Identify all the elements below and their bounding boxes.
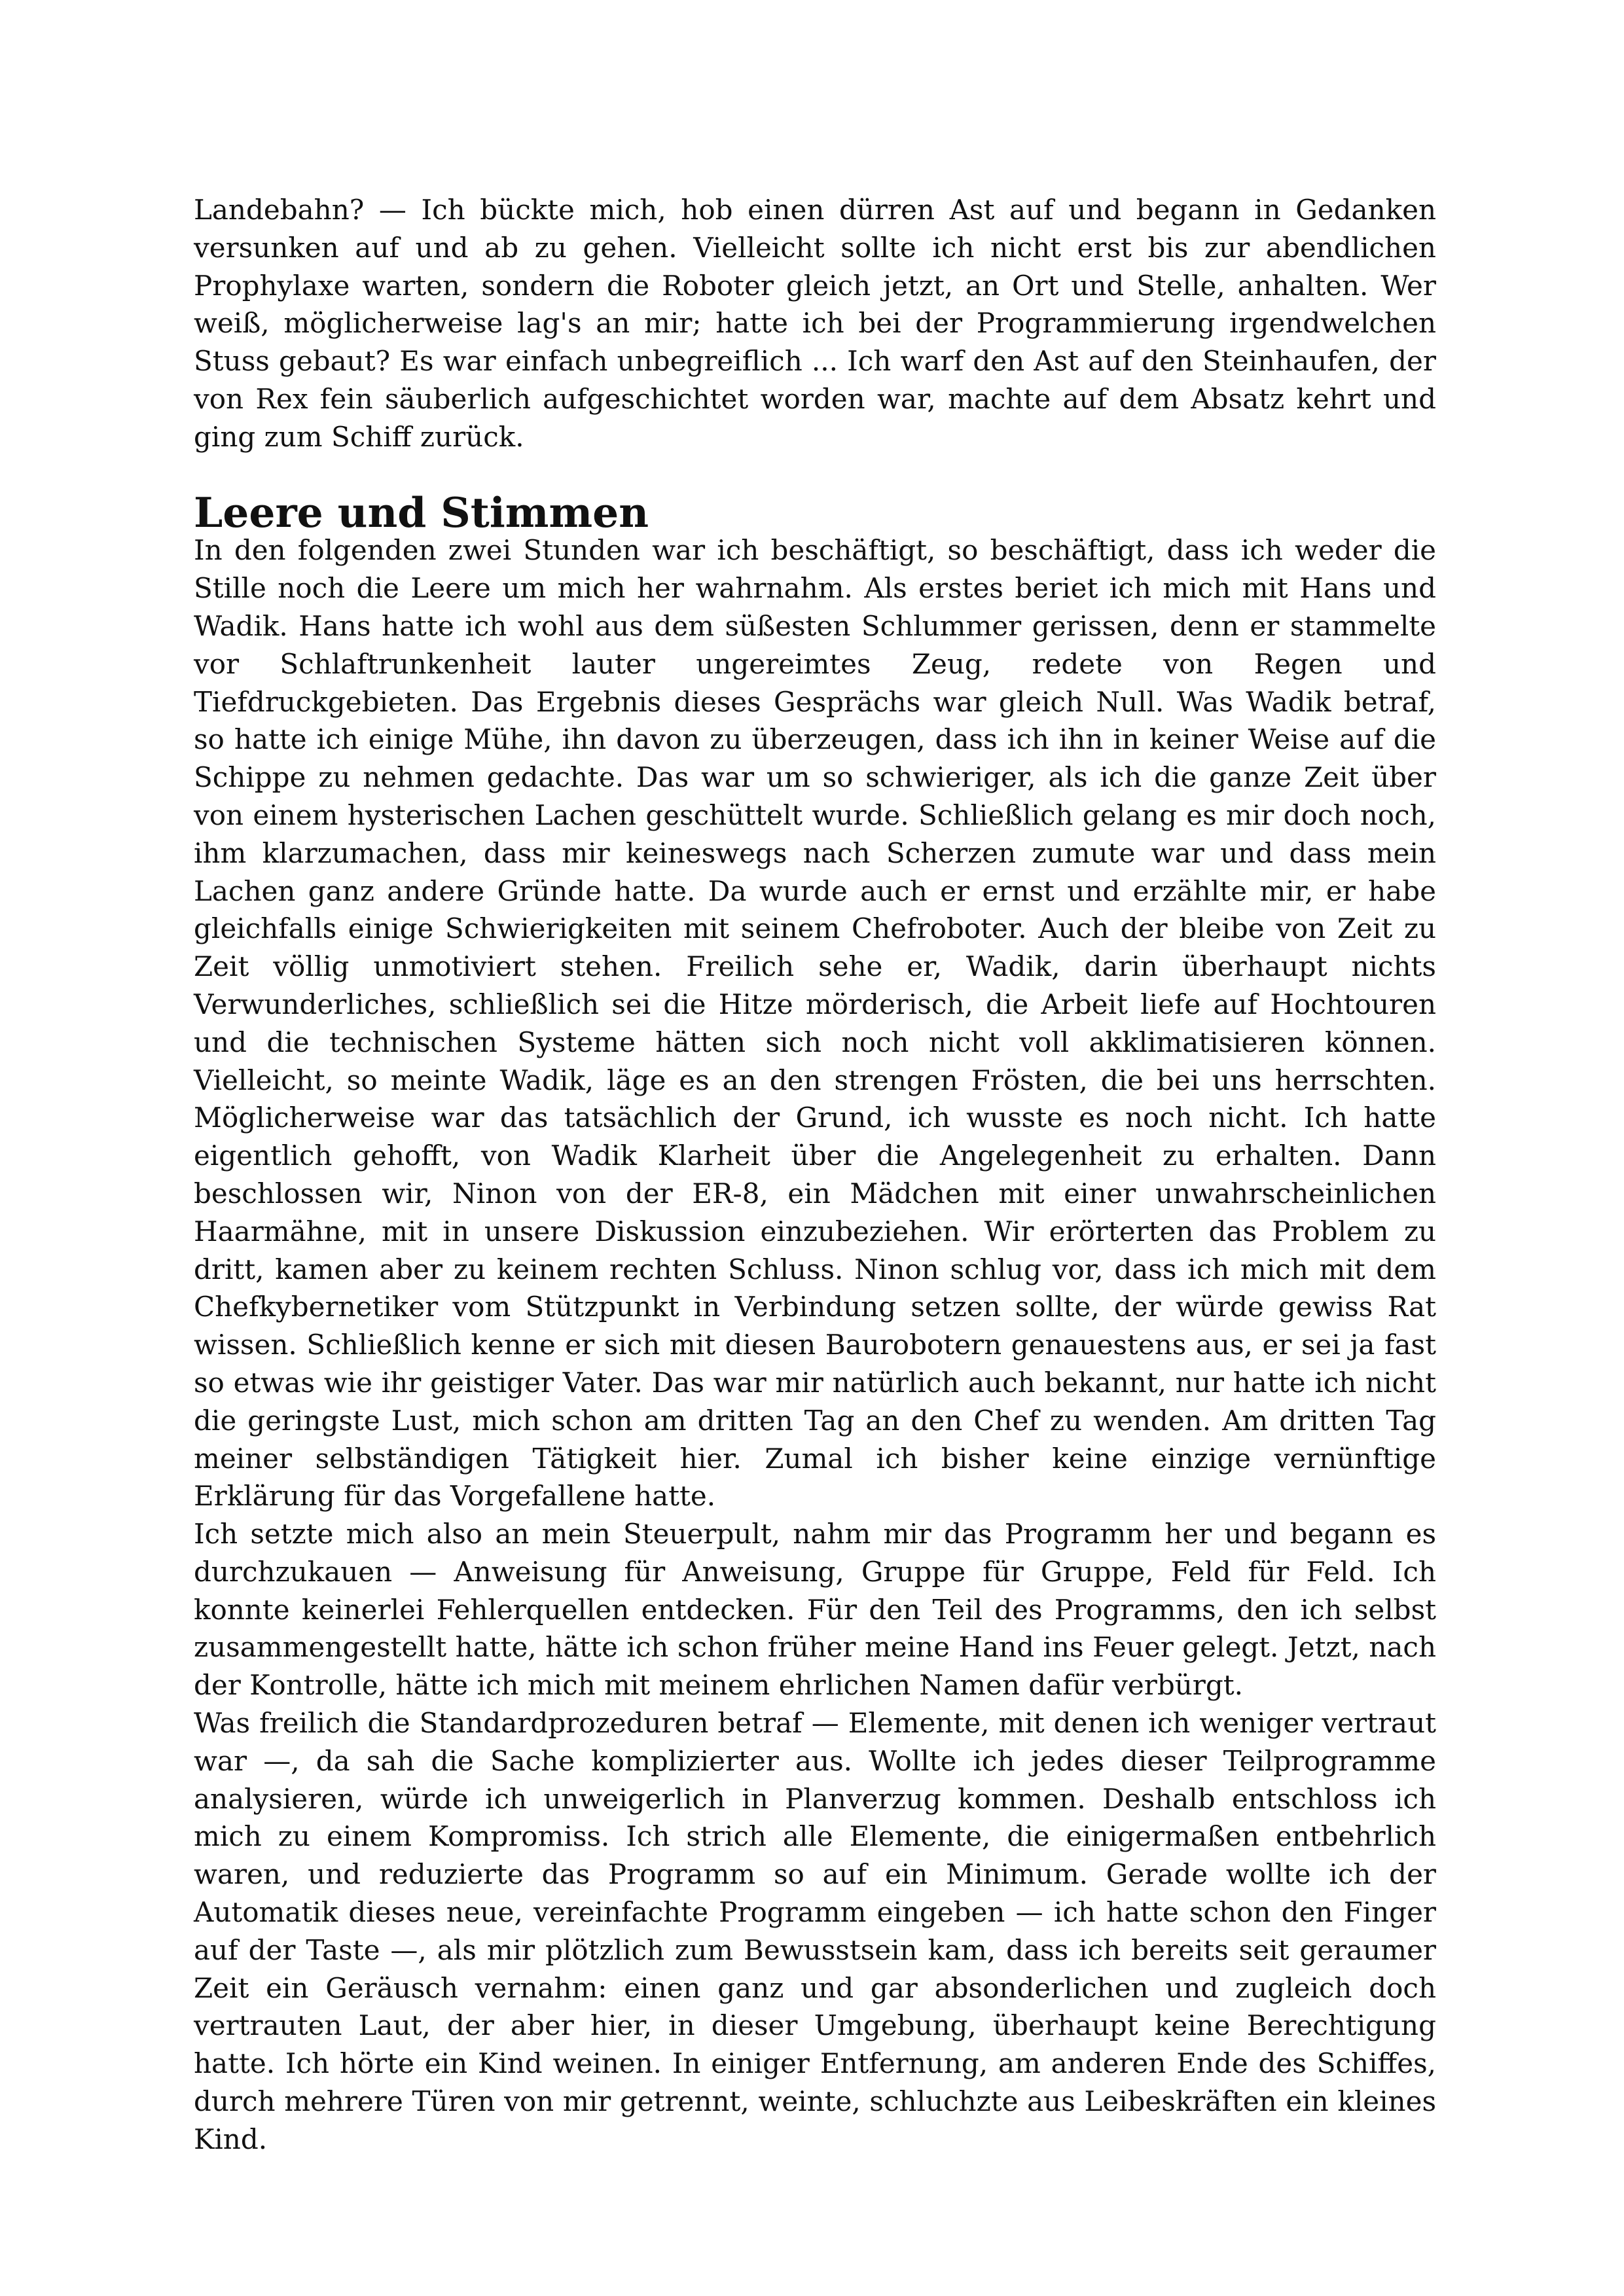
paragraph-section-1: In den folgenden zwei Stunden war ich beschäftigt, so beschäftigt, dass ich weder die Stille noch die Leere um mich her wahrnahm. Als erstes beriet ich mich mit Hans und Wadik. Hans hatte ich wohl aus dem süßesten Schlummer gerissen, denn er stammelte vor Schlaftrunkenheit lauter ungereimtes Zeug, redete von Regen und Tiefdruckgebieten. Das Ergebnis dieses Gesprächs war gleich Null. Was Wadik betraf, so hatte ich einige Mühe, ihn davon zu überzeugen, dass ich ihn in keiner Weise auf die Schippe zu nehmen gedachte. Das war um so schwieriger, als ich die ganze Zeit über von einem hysterischen Lachen geschüttelt wurde. Schließlich gelang es mir doch noch, ihm klarzumachen, dass mir keineswegs nach Scherzen zumute war und dass mein Lachen ganz andere Gründe hatte. Da wurde auch er ernst und erzählte mir, er habe gleichfalls einige Schwierigkeiten mit seinem Chefroboter. Auch der bleibe von Zeit zu Zeit völlig unmotiviert stehen. Freilich sehe er, Wadik, darin überhaupt nichts Verwunderliches, schließlich sei die Hitze mörderisch, die Arbeit liefe auf Hochtouren und die technischen Systeme hätten sich noch nicht voll akklimatisieren können. Vielleicht, so meinte Wadik, läge es an den strengen Frösten, die bei uns herrschten. Möglicherweise war das tatsächlich der Grund, ich wusste es noch nicht. Ich hatte eigentlich gehofft, von Wadik Klarheit über die Angelegenheit zu erhalten. Dann beschlossen wir, Ninon von der ER-8, ein Mädchen mit einer unwahrscheinlichen Haarmähne, mit in unsere Diskussion einzubeziehen. Wir erörterten das Problem zu dritt, kamen aber zu keinem rechten Schluss. Ninon schlug vor, dass ich mich mit dem Chefkybernetiker vom Stützpunkt in Verbindung setzen sollte, der würde gewiss Rat wissen. Schließlich kenne er sich mit diesen Baurobotern genauestens aus, er sei ja fast so etwas wie ihr geistiger Vater. Das war mir natürlich auch bekannt, nur hatte ich nicht die geringste Lust, mich schon am dritten Tag an den Chef zu wenden. Am dritten Tag meiner selbständigen Tätigkeit hier. Zumal ich bisher keine einzige vernünftige Erklärung für das Vorgefallene hatte.	[194, 534, 1436, 1513]
section-heading: Leere und Stimmen	[194, 488, 649, 537]
paragraph-section-2: Ich setzte mich also an mein Steuerpult, nahm mir das Programm her und begann es durchzukauen — Anweisung für Anweisung, Gruppe für Gruppe, Feld für Feld. Ich konnte keinerlei Fehlerquellen entdecken. Für den Teil des Programms, den ich selbst zusammengestellt hatte, hätte ich schon früher meine Hand ins Feuer gelegt. Jetzt, nach der Kontrolle, hätte ich mich mit meinem ehrlichen Namen dafür verbürgt.	[194, 1518, 1436, 1702]
paragraph-opening: Landebahn? — Ich bückte mich, hob einen dürren Ast auf und begann in Gedanken versunken auf und ab zu gehen. Vielleicht sollte ich nicht erst bis zur abendlichen Prophylaxe warten, sondern die Roboter gleich jetzt, an Ort und Stelle, anhalten. Wer weiß, möglicherweise lag's an mir; hatte ich bei der Programmierung irgendwelchen Stuss gebaut? Es war einfach unbegreiflich ... Ich warf den Ast auf den Steinhaufen, der von Rex fein säuberlich aufgeschichtet worden war, machte auf dem Absatz kehrt und ging zum Schiff zurück.	[194, 194, 1436, 453]
document-page	[194, 191, 1436, 2159]
paragraph-section-3: Was freilich die Standardprozeduren betraf — Elemente, mit denen ich weniger vertraut war —, da sah die Sache komplizierter aus. Wollte ich jedes dieser Teilprogramme analysieren, würde ich unweigerlich in Planverzug kommen. Deshalb entschloss ich mich zu einem Kompromiss. Ich strich alle Elemente, die einigermaßen entbehrlich waren, und reduzierte das Programm so auf ein Minimum. Gerade wollte ich der Automatik dieses neue, vereinfachte Programm eingeben — ich hatte schon den Finger auf der Taste —, als mir plötzlich zum Bewusstsein kam, dass ich bereits seit geraumer Zeit ein Geräusch vernahm: einen ganz und gar absonderlichen und zugleich doch vertrauten Laut, der aber hier, in dieser Umgebung, überhaupt keine Berechtigung hatte. Ich hörte ein Kind weinen. In einiger Entfernung, am anderen Ende des Schiffes, durch mehrere Türen von mir getrennt, weinte, schluchzte aus Leibeskräften ein kleines Kind.	[194, 1707, 1436, 2155]
